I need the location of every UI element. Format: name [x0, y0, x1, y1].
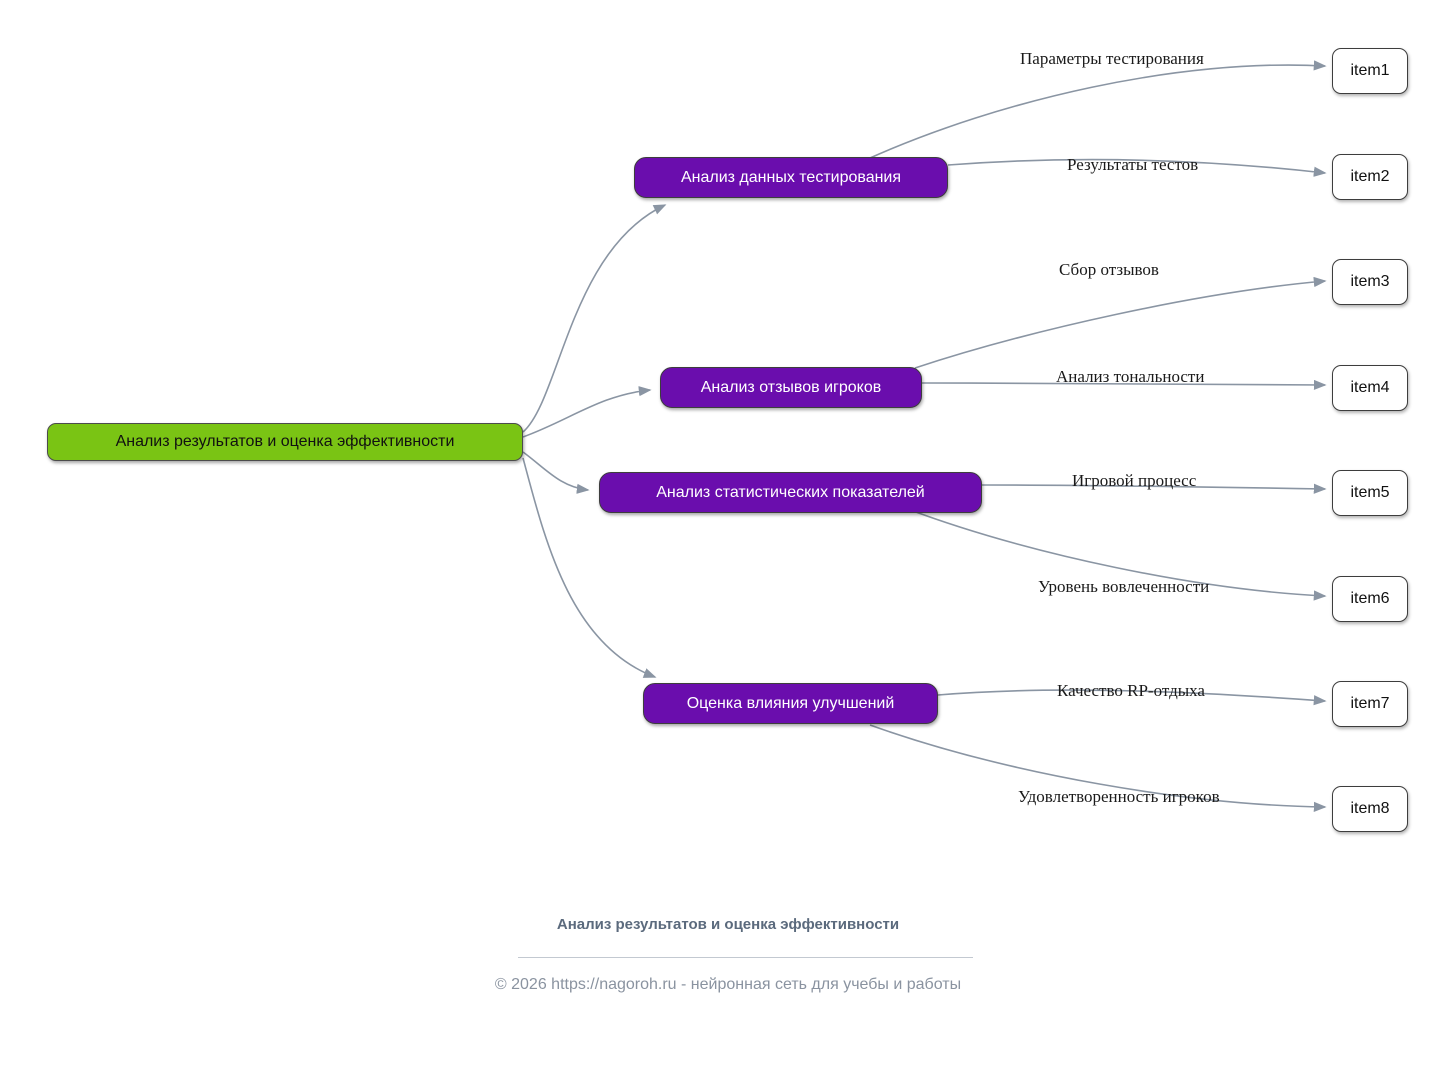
edge-root-to-branch-3 [523, 452, 588, 490]
leaf-node-item7-label: item7 [1350, 695, 1390, 712]
edge-label-6: Уровень вовлеченности [1038, 577, 1210, 596]
edge-label-2: Результаты тестов [1067, 155, 1199, 174]
root-node[interactable] [47, 423, 523, 461]
edge-label-1: Параметры тестирования [1020, 49, 1204, 68]
leaf-node-item8-label: item8 [1350, 800, 1390, 817]
branch-node-2-label: Анализ отзывов игроков [700, 378, 882, 396]
branch-node-1[interactable] [634, 157, 948, 198]
edge-branch-1-to-item1 [870, 65, 1325, 158]
leaf-node-item5-label: item5 [1350, 484, 1390, 501]
edge-root-to-branch-1 [523, 205, 665, 432]
leaf-node-item4[interactable] [1332, 365, 1408, 411]
leaf-node-item3[interactable] [1332, 259, 1408, 305]
leaf-node-item1-label: item1 [1350, 62, 1390, 79]
edge-root-to-branch-2 [523, 390, 650, 437]
edge-label-7: Качество RP-отдыха [1057, 681, 1205, 700]
leaf-node-item7[interactable] [1332, 681, 1408, 727]
leaf-node-item2[interactable] [1332, 154, 1408, 200]
branch-node-4-label: Оценка влияния улучшений [686, 694, 895, 712]
footer-divider [518, 957, 973, 958]
leaf-node-item5[interactable] [1332, 470, 1408, 516]
branch-node-3-label: Анализ статистических показателей [656, 483, 925, 501]
leaf-node-item6-label: item6 [1350, 590, 1390, 607]
branch-node-2[interactable] [660, 367, 922, 408]
edge-label-8: Удовлетворенность игроков [1018, 787, 1220, 806]
leaf-node-item2-label: item2 [1350, 168, 1390, 185]
leaf-node-item3-label: item3 [1350, 273, 1390, 290]
leaf-node-item8[interactable] [1332, 786, 1408, 832]
edge-label-4: Анализ тональности [1056, 367, 1205, 386]
branch-node-1-label: Анализ данных тестирования [680, 168, 902, 186]
branch-node-4[interactable] [643, 683, 938, 724]
leaf-node-item6[interactable] [1332, 576, 1408, 622]
footer-copyright: © 2026 https://nagoroh.ru - нейронная сеть для учебы и работы [494, 976, 962, 993]
footer-title: Анализ результатов и оценка эффективности [556, 916, 900, 933]
edge-branch-2-to-item3 [915, 281, 1325, 368]
root-node-label: Анализ результатов и оценка эффективности [115, 433, 455, 450]
leaf-node-item4-label: item4 [1350, 379, 1390, 396]
leaf-node-item1[interactable] [1332, 48, 1408, 94]
branch-node-3[interactable] [599, 472, 982, 513]
edge-label-5: Игровой процесс [1072, 471, 1197, 490]
edge-label-3: Сбор отзывов [1059, 260, 1159, 279]
